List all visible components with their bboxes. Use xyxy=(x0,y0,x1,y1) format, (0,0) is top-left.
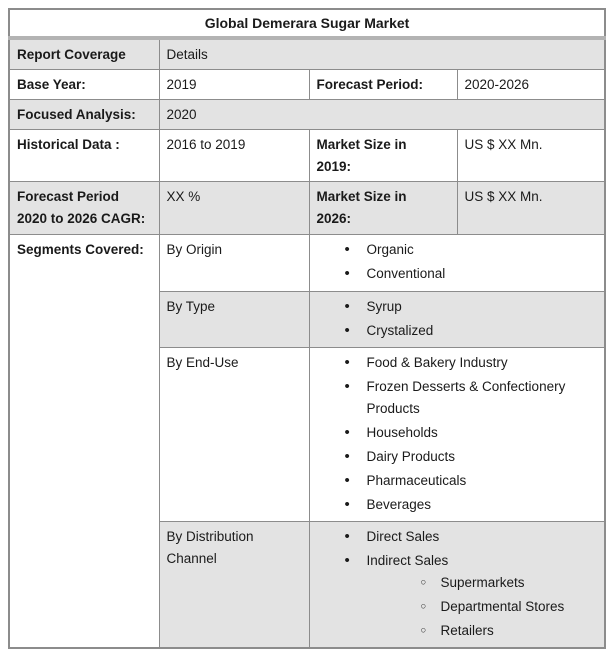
sub-list-item-label: Supermarkets xyxy=(440,575,525,590)
market-size-2019-label: Market Size in 2019: xyxy=(309,130,457,182)
table-title: Global Demerara Sugar Market xyxy=(9,9,605,38)
list-item-label: Frozen Desserts & Confectionery Products xyxy=(366,379,566,416)
type-bullet-list xyxy=(317,296,599,342)
list-item-label: Crystalized xyxy=(366,323,434,338)
market-size-2019-value: US $ XX Mn. xyxy=(457,130,605,182)
list-item xyxy=(343,296,595,318)
cagr-row xyxy=(9,182,605,235)
list-item-label: Organic xyxy=(366,242,414,257)
list-item xyxy=(343,376,595,420)
segment-group-origin-label: By Origin xyxy=(159,235,309,292)
list-item-label: Food & Bakery Industry xyxy=(366,355,508,370)
sub-list-item-label: Retailers xyxy=(440,623,494,638)
list-item xyxy=(343,352,595,374)
indirect-sales-sublist xyxy=(367,572,595,642)
segment-group-type-label: By Type xyxy=(159,292,309,348)
market-size-2026-value: US $ XX Mn. xyxy=(457,182,605,235)
segments-row-origin xyxy=(9,235,605,292)
list-item xyxy=(343,470,595,492)
report-coverage-label: Report Coverage xyxy=(9,38,159,70)
list-item-label: Indirect Sales xyxy=(366,553,449,568)
forecast-period-value: 2020-2026 xyxy=(457,70,605,100)
base-year-label: Base Year: xyxy=(9,70,159,100)
segment-group-enduse-label: By End-Use xyxy=(159,348,309,522)
focused-analysis-row xyxy=(9,100,605,130)
enduse-bullet-list xyxy=(317,352,599,516)
market-size-2026-label: Market Size in 2026: xyxy=(309,182,457,235)
market-report-table xyxy=(8,8,606,649)
sub-list-item xyxy=(419,620,595,642)
focused-analysis-value: 2020 xyxy=(159,100,605,130)
origin-bullet-list xyxy=(317,239,599,285)
sub-list-item-label: Departmental Stores xyxy=(440,599,565,614)
segment-group-type-items xyxy=(309,292,605,348)
list-item xyxy=(343,263,595,285)
distribution-bullet-list xyxy=(317,526,599,642)
list-item xyxy=(343,550,595,642)
list-item-label: Pharmaceuticals xyxy=(366,473,467,488)
list-item-label: Conventional xyxy=(366,266,446,281)
cagr-value: XX % xyxy=(159,182,309,235)
list-item xyxy=(343,494,595,516)
segment-group-distribution-label: By Distribution Channel xyxy=(159,522,309,649)
base-year-row xyxy=(9,70,605,100)
list-item-label: Dairy Products xyxy=(366,449,456,464)
historical-data-value: 2016 to 2019 xyxy=(159,130,309,182)
list-item xyxy=(343,446,595,468)
report-coverage-row xyxy=(9,38,605,70)
list-item-label: Households xyxy=(366,425,438,440)
list-item xyxy=(343,320,595,342)
sub-list-item xyxy=(419,572,595,594)
list-item xyxy=(343,422,595,444)
base-year-value: 2019 xyxy=(159,70,309,100)
segment-group-enduse-items xyxy=(309,348,605,522)
list-item-label: Syrup xyxy=(366,299,402,314)
segments-covered-label: Segments Covered: xyxy=(9,235,159,649)
title-row xyxy=(9,9,605,38)
sub-list-item xyxy=(419,596,595,618)
list-item-label: Beverages xyxy=(366,497,432,512)
historical-data-row xyxy=(9,130,605,182)
list-item xyxy=(343,526,595,548)
historical-data-label: Historical Data : xyxy=(9,130,159,182)
list-item-label: Direct Sales xyxy=(366,529,440,544)
focused-analysis-label: Focused Analysis: xyxy=(9,100,159,130)
report-coverage-value: Details xyxy=(159,38,605,70)
segment-group-origin-items xyxy=(309,235,605,292)
cagr-label: Forecast Period 2020 to 2026 CAGR: xyxy=(9,182,159,235)
forecast-period-label: Forecast Period: xyxy=(309,70,457,100)
segment-group-distribution-items xyxy=(309,522,605,649)
list-item xyxy=(343,239,595,261)
